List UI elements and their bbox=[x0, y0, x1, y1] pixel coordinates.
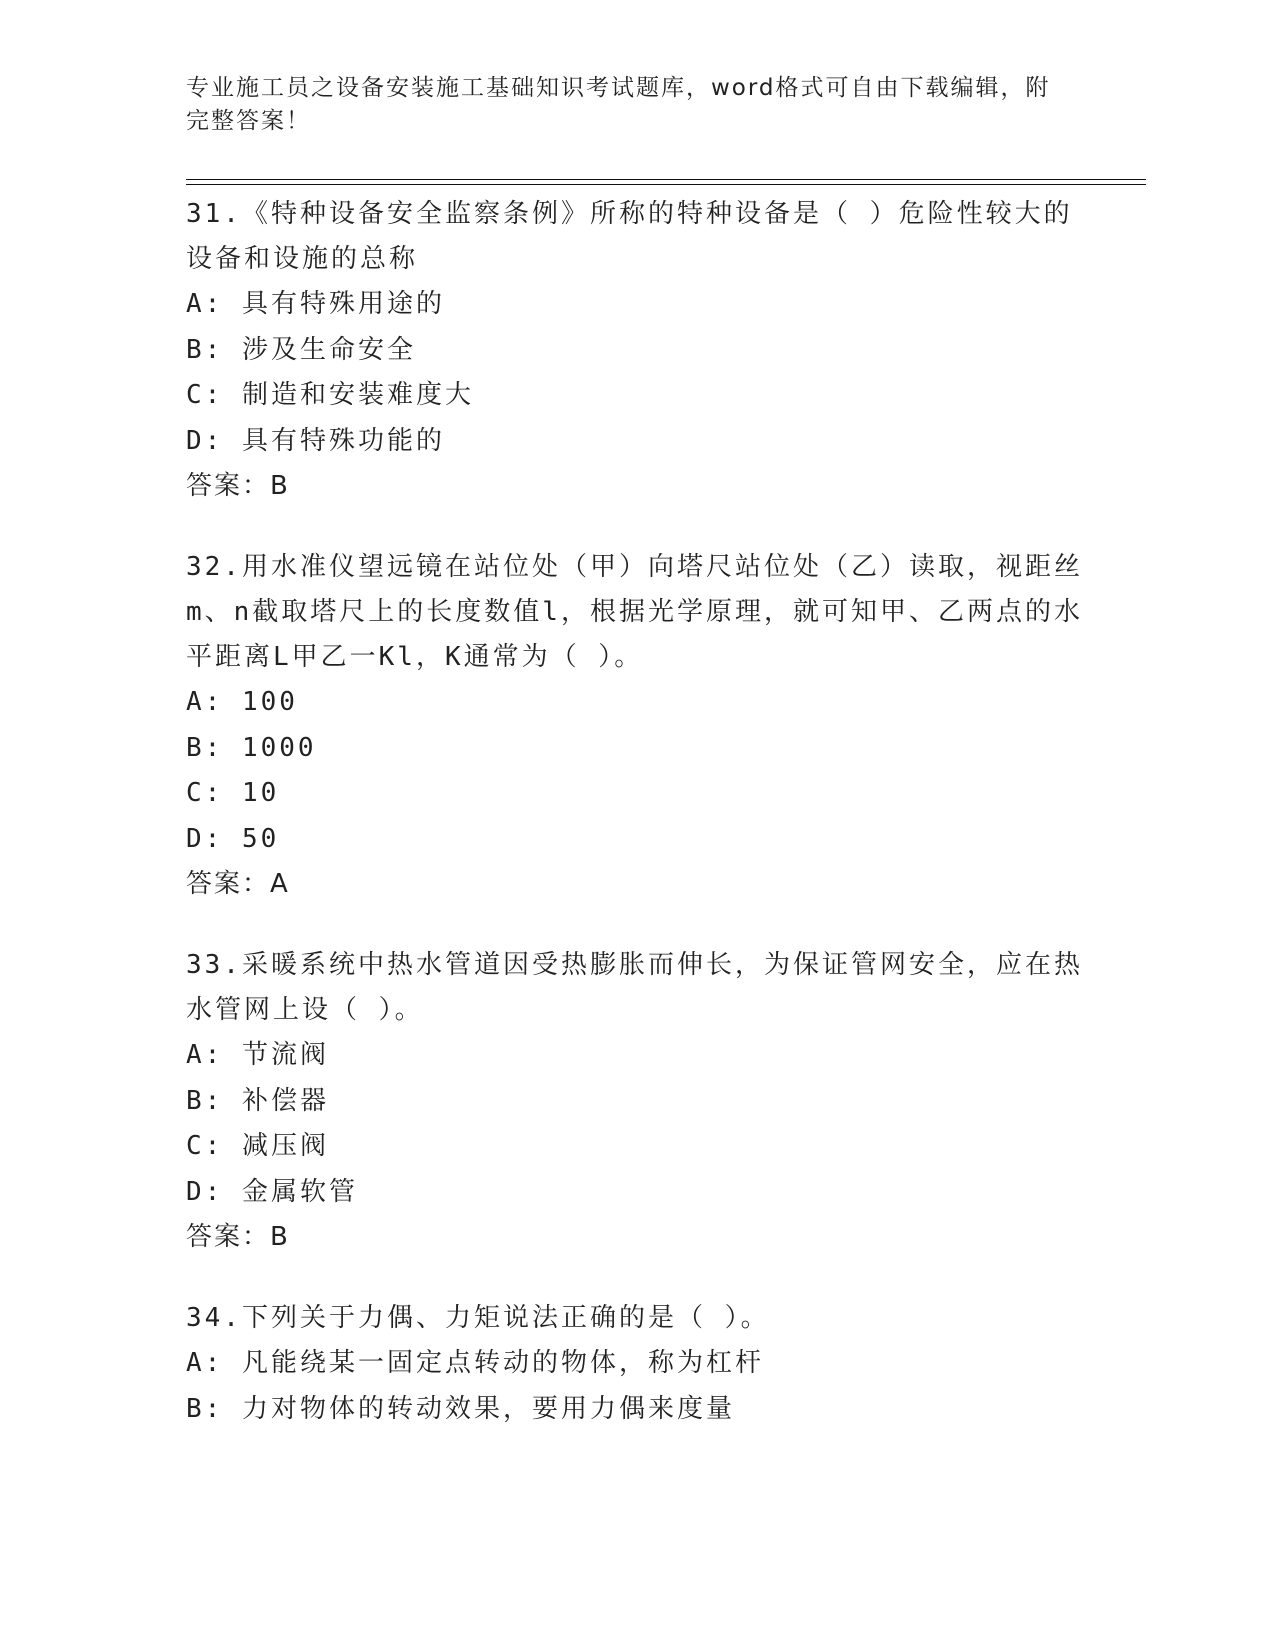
option-c: C: 10 bbox=[186, 778, 280, 808]
option-a: A: 具有特殊用途的 bbox=[186, 289, 445, 319]
option-b: B: 1000 bbox=[186, 732, 317, 763]
option-d: D: 50 bbox=[186, 823, 280, 854]
question-list bbox=[186, 192, 1086, 1468]
document-header: 专业施工员之设备安装施工基础知识考试题库，word格式可自由下载编辑，附完整答案！ bbox=[186, 75, 1051, 134]
question-text: 31.《特种设备安全监察条例》所称的特种设备是（ ）危险性较大的设备和设施的总称 bbox=[186, 199, 1073, 274]
answer-label: 答案：B bbox=[186, 471, 290, 501]
answer-label: 答案：A bbox=[186, 869, 290, 899]
option-a: A: 凡能绕某一固定点转动的物体，称为杠杆 bbox=[186, 1348, 764, 1378]
question-31 bbox=[186, 192, 1086, 509]
question-33 bbox=[186, 943, 1086, 1260]
question-text: 33.采暖系统中热水管道因受热膨胀而伸长，为保证管网安全，应在热水管网上设（ ）。 bbox=[186, 950, 1083, 1025]
option-c: C: 制造和安装难度大 bbox=[186, 380, 474, 410]
option-b: B: 补偿器 bbox=[186, 1085, 329, 1116]
header-divider-top bbox=[186, 179, 1146, 180]
question-text: 32.用水准仪望远镜在站位处（甲）向塔尺站位处（乙）读取，视距丝m、n截取塔尺上的长度数值l，根据光学原理，就可知甲、乙两点的水平距离L甲乙一Kl，K通常为（ ）。 bbox=[186, 552, 1083, 672]
question-32 bbox=[186, 545, 1086, 907]
option-b: B: 涉及生命安全 bbox=[186, 334, 416, 365]
header-divider-bottom bbox=[186, 184, 1146, 185]
question-text: 34.下列关于力偶、力矩说法正确的是（ ）。 bbox=[186, 1303, 770, 1333]
question-34 bbox=[186, 1296, 1086, 1432]
option-a: A: 100 bbox=[186, 687, 298, 717]
option-d: D: 金属软管 bbox=[186, 1176, 358, 1207]
option-c: C: 减压阀 bbox=[186, 1131, 329, 1161]
option-d: D: 具有特殊功能的 bbox=[186, 425, 445, 456]
option-a: A: 节流阀 bbox=[186, 1040, 329, 1070]
option-b: B: 力对物体的转动效果，要用力偶来度量 bbox=[186, 1393, 735, 1424]
answer-label: 答案：B bbox=[186, 1222, 290, 1252]
